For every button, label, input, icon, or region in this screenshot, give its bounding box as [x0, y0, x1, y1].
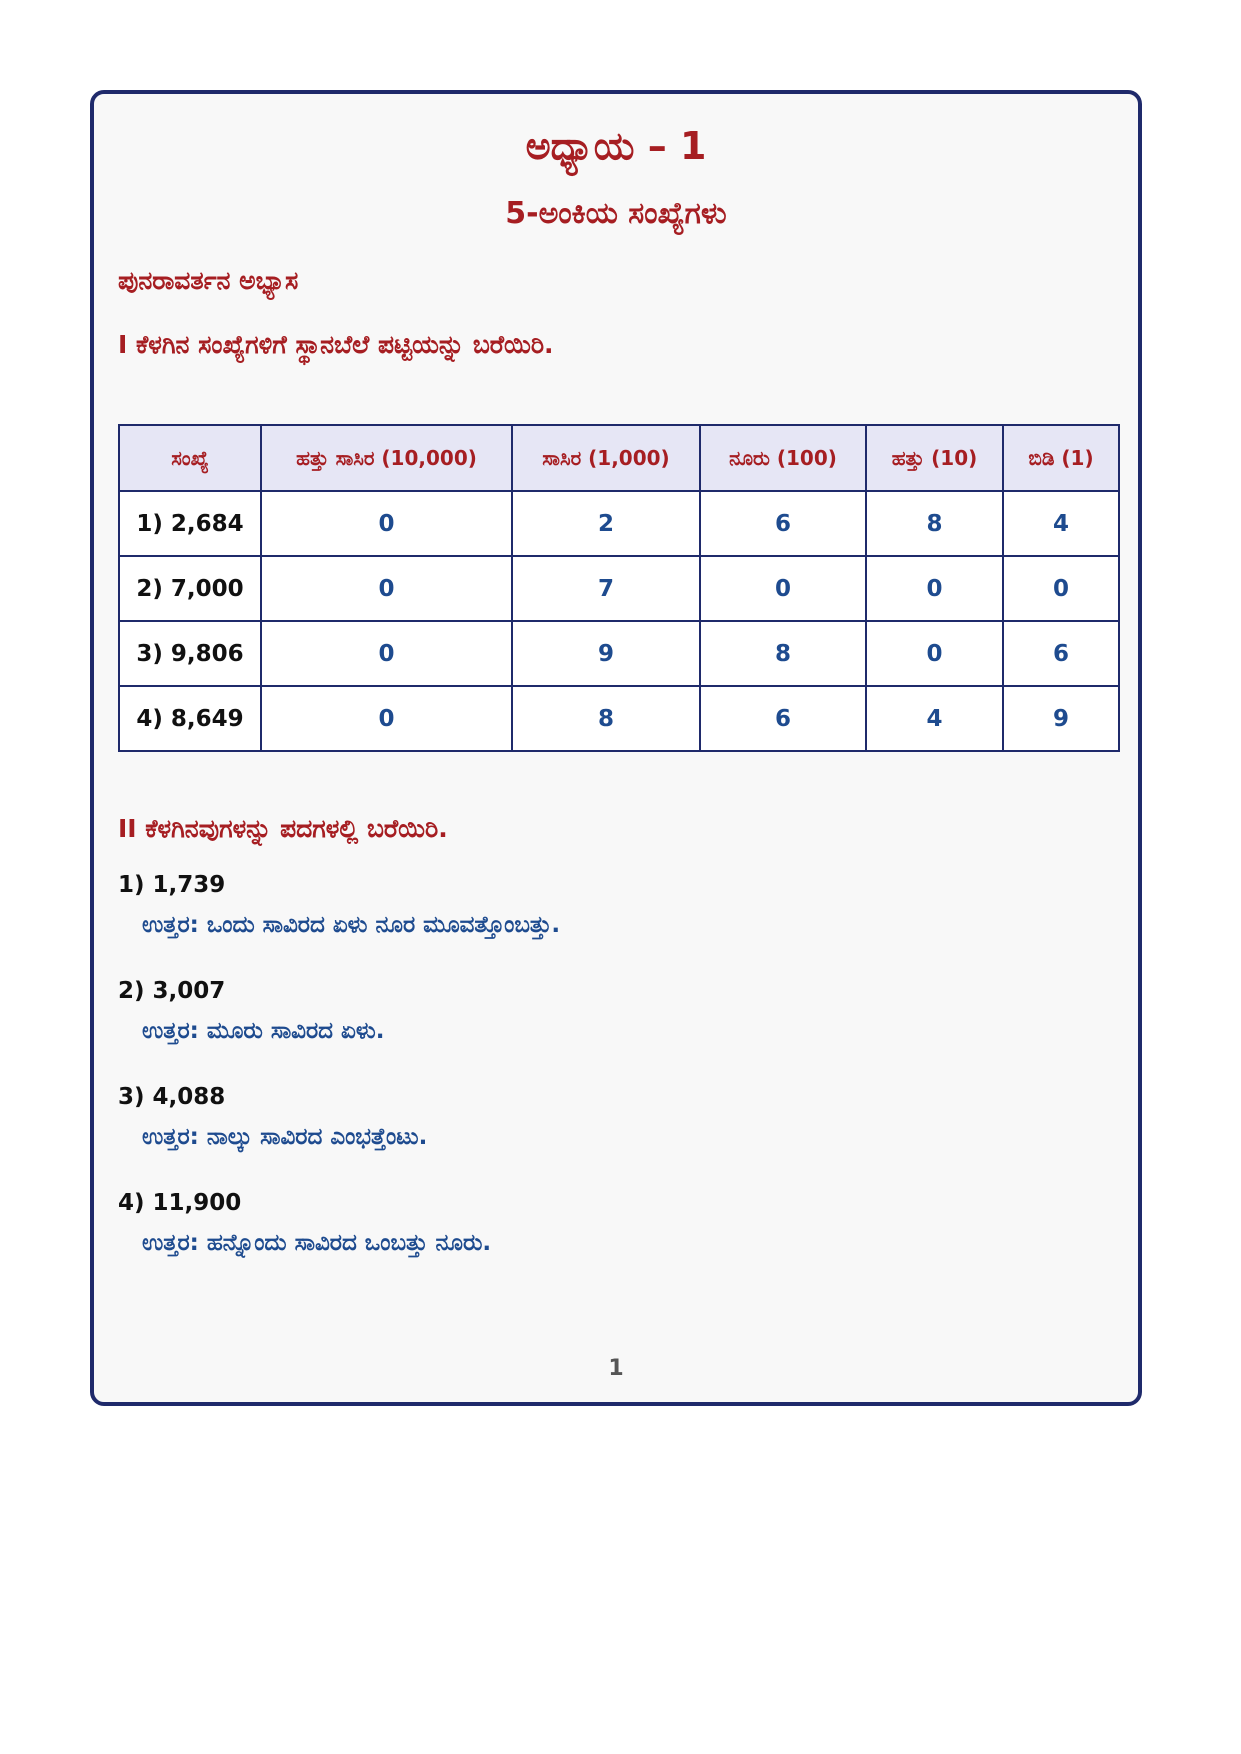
- row-number: 2) 7,000: [119, 556, 261, 621]
- digit-cell: 0: [1003, 556, 1119, 621]
- question-number: 3) 4,088: [118, 1084, 226, 1110]
- digit-cell: 6: [700, 686, 866, 751]
- header-tens: ಹತ್ತು (10): [866, 425, 1003, 491]
- digit-cell: 0: [700, 556, 866, 621]
- question-number: 1) 1,739: [118, 872, 226, 898]
- digit-cell: 0: [261, 686, 512, 751]
- question-number: 4) 11,900: [118, 1190, 242, 1216]
- header-number: ಸಂಖ್ಯೆ: [119, 425, 261, 491]
- question-answer: ಉತ್ತರ: ಹನ್ನೊಂದು ಸಾವಿರದ ಒಂಬತ್ತು ನೂರು.: [142, 1230, 492, 1256]
- table-row: [119, 491, 1119, 556]
- row-number: 4) 8,649: [119, 686, 261, 751]
- header-ten-thousands: ಹತ್ತು ಸಾಸಿರ (10,000): [261, 425, 512, 491]
- place-value-table: [118, 424, 1120, 752]
- digit-cell: 6: [700, 491, 866, 556]
- question-number: 2) 3,007: [118, 978, 226, 1004]
- digit-cell: 0: [261, 556, 512, 621]
- digit-cell: 0: [866, 621, 1003, 686]
- table-row: [119, 556, 1119, 621]
- digit-cell: 9: [1003, 686, 1119, 751]
- row-number: 1) 2,684: [119, 491, 261, 556]
- digit-cell: 0: [261, 621, 512, 686]
- header-thousands: ಸಾಸಿರ (1,000): [512, 425, 700, 491]
- worksheet-page: [90, 90, 1142, 1406]
- revision-heading: ಪುನರಾವರ್ತನ ಅಭ್ಯಾಸ: [118, 266, 299, 295]
- header-hundreds: ನೂರು (100): [700, 425, 866, 491]
- digit-cell: 8: [512, 686, 700, 751]
- header-ones: ಬಿಡಿ (1): [1003, 425, 1119, 491]
- question-answer: ಉತ್ತರ: ಮೂರು ಸಾವಿರದ ಏಳು.: [142, 1018, 385, 1044]
- digit-cell: 6: [1003, 621, 1119, 686]
- section-2-heading: II ಕೆಳಗಿನವುಗಳನ್ನು ಪದಗಳಲ್ಲಿ ಬರೆಯಿರಿ.: [118, 814, 448, 843]
- table-row: [119, 686, 1119, 751]
- section-1-heading: I ಕೆಳಗಿನ ಸಂಖ್ಯೆಗಳಿಗೆ ಸ್ಥಾನಬೆಲೆ ಪಟ್ಟಿಯನ್ನು ಬರೆಯಿರಿ.: [118, 330, 554, 359]
- table-row: [119, 621, 1119, 686]
- digit-cell: 0: [261, 491, 512, 556]
- digit-cell: 0: [866, 556, 1003, 621]
- question-answer: ಉತ್ತರ: ಒಂದು ಸಾವಿರದ ಏಳು ನೂರ ಮೂವತ್ತೊಂಬತ್ತು.: [142, 912, 561, 938]
- page-number: 1: [608, 1356, 624, 1381]
- row-number: 3) 9,806: [119, 621, 261, 686]
- digit-cell: 8: [866, 491, 1003, 556]
- digit-cell: 9: [512, 621, 700, 686]
- digit-cell: 8: [700, 621, 866, 686]
- digit-cell: 4: [866, 686, 1003, 751]
- digit-cell: 4: [1003, 491, 1119, 556]
- chapter-title: ಅಧ್ಯಾಯ – 1: [525, 124, 707, 168]
- chapter-subtitle: 5-ಅಂಕಿಯ ಸಂಖ್ಯೆಗಳು: [505, 196, 727, 231]
- table-header-row: [119, 425, 1119, 491]
- digit-cell: 7: [512, 556, 700, 621]
- digit-cell: 2: [512, 491, 700, 556]
- question-answer: ಉತ್ತರ: ನಾಲ್ಕು ಸಾವಿರದ ಎಂಭತ್ತೆಂಟು.: [142, 1124, 428, 1150]
